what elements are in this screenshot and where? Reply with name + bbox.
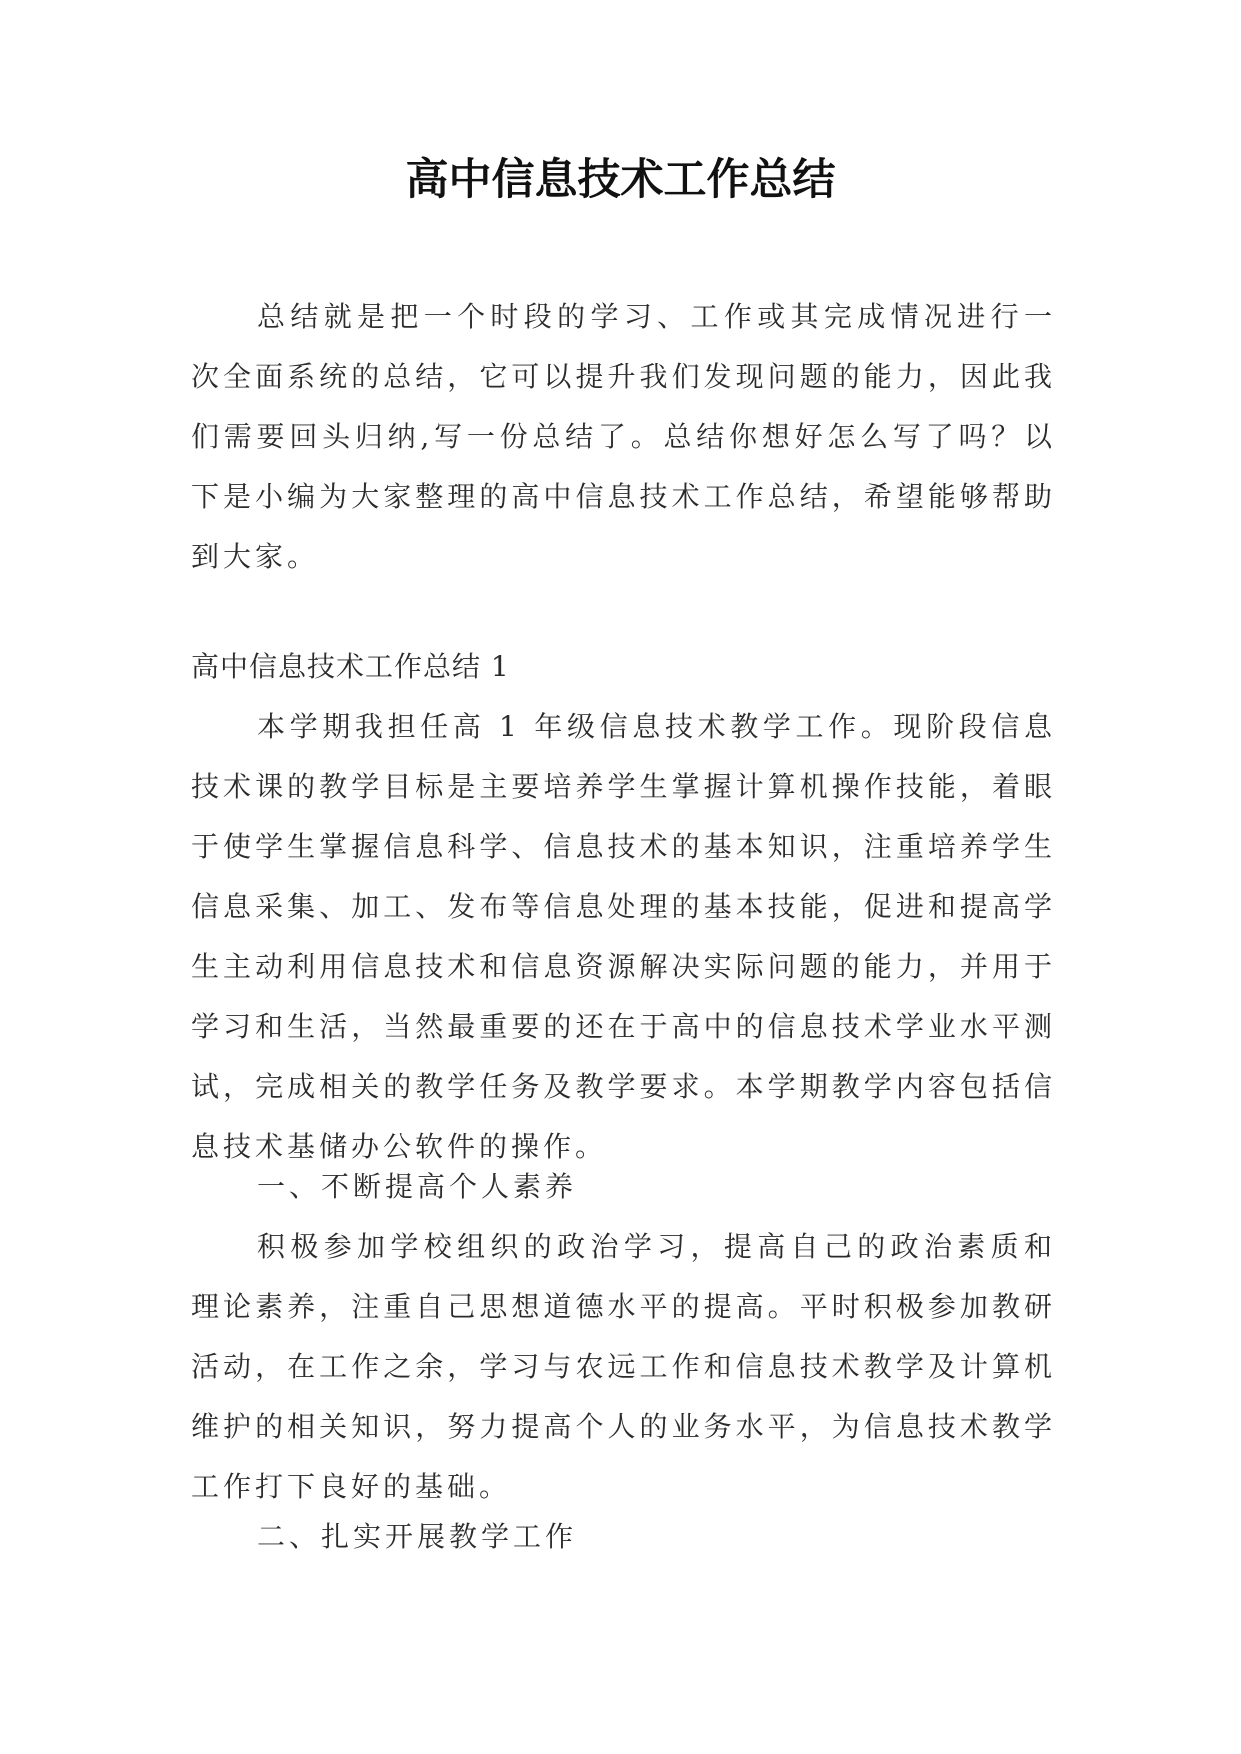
- subheading: 一、不断提高个人素养: [257, 1170, 578, 1203]
- subheading: 二、扎实开展教学工作: [257, 1520, 578, 1553]
- page-title: 高中信息技术工作总结: [405, 155, 836, 205]
- intro-paragraph: 总结就是把一个时段的学习、工作或其完成情况进行一次全面系统的总结，它可以提升我们发现问题的能力，因此我们需要回头归纳,写一份总结了。总结你想好怎么写了吗？以下是小编为大家整理的高中信息技术工作总结，希望能够帮助到大家。: [191, 300, 1056, 573]
- body-paragraph: 本学期我担任高 1 年级信息技术教学工作。现阶段信息技术课的教学目标是主要培养学生掌握计算机操作技能，着眼于使学生掌握信息科学、信息技术的基本知识，注重培养学生信息采集、加工、发布等信息处理的基本技能，促进和提高学生主动利用信息技术和信息资源解决实际问题的能力，并用于学习和生活，当然最重要的还在于高中的信息技术学业水平测试，完成相关的教学任务及教学要求。本学期教学内容包括信息技术基储办公软件的操作。: [191, 710, 1056, 1163]
- body-paragraph: 积极参加学校组织的政治学习，提高自己的政治素质和理论素养，注重自己思想道德水平的提高。平时积极参加教研活动，在工作之余，学习与农远工作和信息技术教学及计算机维护的相关知识，努力提高个人的业务水平，为信息技术教学工作打下良好的基础。: [191, 1230, 1056, 1503]
- section-title: 高中信息技术工作总结 1: [191, 650, 510, 683]
